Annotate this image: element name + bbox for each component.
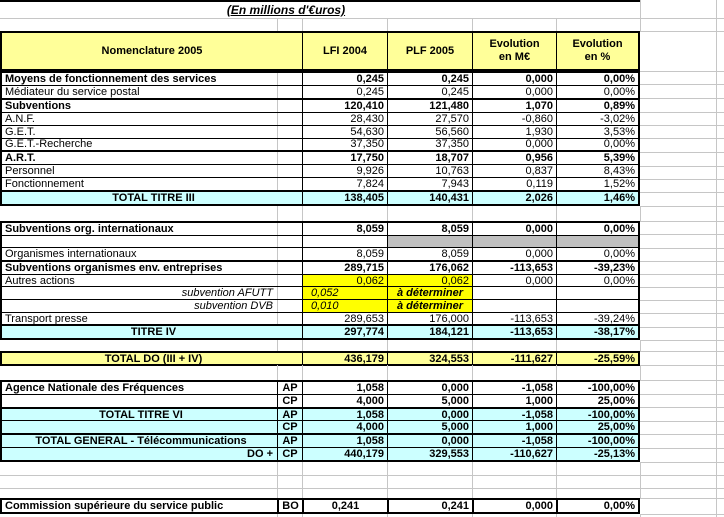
gridline [640, 274, 724, 275]
row-subcode[interactable] [277, 236, 302, 248]
gridline [0, 475, 724, 476]
value-cell[interactable]: 0,000 [387, 382, 472, 394]
value-cell[interactable] [472, 287, 556, 299]
gridline [640, 192, 724, 193]
gridline [640, 206, 641, 221]
header-evolution-pct-line1: Evolution [572, 38, 623, 50]
row-label[interactable]: subvention AFUTT [181, 287, 273, 300]
value-cell[interactable]: 18,707 [387, 152, 472, 164]
value-cell[interactable]: 2,026 [472, 192, 556, 204]
gridline [387, 462, 388, 498]
value-cell[interactable]: à déterminer [387, 287, 472, 299]
row-label[interactable]: A.N.F. [5, 112, 35, 125]
gridline [640, 0, 641, 18]
value-cell[interactable]: -38,17% [556, 326, 638, 338]
value-cell[interactable]: 138,405 [302, 192, 387, 204]
value-cell[interactable] [472, 300, 556, 312]
row-subcode[interactable] [277, 73, 302, 85]
value-cell[interactable]: 0,062 [302, 275, 387, 287]
gridline [640, 340, 641, 351]
gridline [302, 365, 303, 380]
value-cell[interactable]: 3,53% [556, 126, 638, 138]
gridline [387, 340, 388, 351]
row-label[interactable]: Fonctionnement [5, 178, 84, 191]
table-row [2, 433, 638, 447]
value-cell[interactable]: 0,245 [387, 73, 472, 85]
row-subcode[interactable] [277, 313, 302, 325]
row-subcode[interactable]: AP [277, 382, 303, 394]
gridline [640, 18, 641, 31]
value-cell[interactable]: 1,52% [556, 178, 638, 190]
value-cell[interactable] [556, 287, 638, 299]
gridline [640, 394, 724, 395]
row-label[interactable]: Organismes internationaux [5, 248, 137, 261]
gridline [277, 340, 278, 351]
gridline [640, 462, 724, 463]
gridline [302, 340, 303, 351]
value-cell[interactable]: 329,553 [387, 448, 472, 460]
row-subcode[interactable] [277, 275, 302, 287]
gridline [640, 313, 724, 314]
value-cell[interactable]: 56,560 [387, 126, 472, 138]
value-cell[interactable]: 297,774 [302, 326, 387, 338]
value-cell[interactable]: 0,000 [472, 275, 556, 287]
gridline [387, 365, 388, 380]
table-row [2, 223, 638, 235]
value-cell[interactable] [472, 236, 556, 248]
table-header [0, 31, 640, 71]
row-subcode[interactable]: AP [277, 409, 303, 421]
table-row [2, 85, 638, 98]
table-row [2, 177, 638, 190]
value-cell[interactable]: 0,000 [472, 223, 556, 235]
value-cell[interactable]: 0,241 [302, 500, 387, 512]
table-row [2, 73, 638, 85]
value-cell[interactable]: -1,058 [472, 435, 556, 447]
table-row [2, 382, 638, 394]
gridline [302, 18, 303, 31]
header-evolution-meuro[interactable] [472, 33, 556, 69]
value-cell[interactable]: 1,000 [472, 421, 556, 433]
header-evolution-meuro-line1: Evolution [489, 38, 540, 50]
header-evolution-pct-line2: en % [584, 51, 611, 63]
table-row [2, 286, 638, 299]
gridline [640, 138, 724, 139]
value-cell[interactable]: -100,00% [556, 435, 638, 447]
value-cell[interactable]: 0,00% [556, 139, 638, 151]
row-label[interactable]: DO + [247, 448, 273, 460]
row-subcode[interactable] [277, 113, 302, 125]
row-subcode[interactable]: CP [277, 421, 303, 433]
gridline [640, 71, 724, 72]
section-total_do [0, 351, 640, 366]
value-cell[interactable]: 176,000 [387, 313, 472, 325]
gridline [302, 206, 303, 221]
value-cell[interactable]: -1,058 [472, 409, 556, 421]
gridline [0, 18, 724, 19]
value-cell[interactable]: 1,46% [556, 192, 638, 204]
value-cell[interactable]: -1,058 [472, 382, 556, 394]
gridline [387, 18, 388, 31]
row-subcode[interactable] [277, 262, 302, 274]
gridline [472, 206, 473, 221]
value-cell[interactable]: 1,070 [472, 100, 556, 112]
row-label[interactable]: TOTAL TITRE III [112, 192, 195, 205]
row-subcode[interactable] [277, 165, 302, 177]
units-title[interactable]: (En millions d'€uros) [226, 3, 346, 17]
row-label[interactable]: Subventions org. internationaux [5, 223, 174, 235]
value-cell[interactable]: 8,059 [387, 223, 472, 235]
value-cell[interactable] [302, 236, 387, 248]
value-cell[interactable]: 0,245 [302, 86, 387, 98]
row-label[interactable]: TOTAL DO (III + IV) [104, 353, 203, 364]
header-lfi-2004[interactable]: LFI 2004 [302, 33, 387, 69]
value-cell[interactable]: -3,02% [556, 113, 638, 125]
row-subcode[interactable] [277, 86, 302, 98]
value-cell[interactable]: 289,653 [302, 313, 387, 325]
value-cell[interactable]: 1,058 [302, 435, 387, 447]
gridline [640, 248, 724, 249]
value-cell[interactable]: 0,062 [387, 275, 472, 287]
value-cell[interactable]: 0,00% [556, 73, 638, 85]
value-cell[interactable] [556, 300, 638, 312]
gridline [277, 18, 278, 31]
gridline [640, 206, 724, 207]
value-cell[interactable]: 8,059 [302, 223, 387, 235]
gridline [640, 152, 724, 153]
value-cell[interactable]: 440,179 [302, 448, 387, 460]
row-label[interactable] [2, 421, 277, 433]
header-evolution-meuro-line2: en M€ [498, 51, 531, 63]
value-cell[interactable]: 0,00% [556, 86, 638, 98]
row-subcode[interactable]: AP [277, 435, 303, 447]
value-cell[interactable]: 0,00% [556, 275, 638, 287]
gridline [640, 340, 724, 341]
value-cell[interactable]: 0,00% [556, 500, 638, 512]
row-subcode[interactable] [277, 152, 302, 164]
section-titre6 [0, 380, 640, 462]
gridline [640, 498, 724, 499]
value-cell[interactable] [387, 236, 472, 248]
row-label[interactable] [2, 395, 277, 407]
value-cell[interactable]: 28,430 [302, 113, 387, 125]
row-subcode[interactable] [277, 223, 302, 235]
row-subcode[interactable] [277, 100, 302, 112]
value-cell[interactable]: 0,052 [302, 287, 387, 299]
gridline [277, 206, 278, 221]
gridline [640, 261, 724, 262]
top-border-line [0, 0, 640, 2]
gridline [640, 166, 724, 167]
gridline [556, 206, 557, 221]
value-cell[interactable]: 1,000 [472, 395, 556, 407]
value-cell[interactable]: 0,00% [556, 248, 638, 260]
gridline [640, 365, 724, 366]
value-cell[interactable]: 0,956 [472, 152, 556, 164]
value-cell[interactable]: 0,000 [387, 435, 472, 447]
section-commission [0, 498, 640, 514]
value-cell[interactable]: 436,179 [302, 353, 387, 364]
gridline [0, 488, 724, 489]
value-cell[interactable]: 140,431 [387, 192, 472, 204]
value-cell[interactable]: 120,410 [302, 100, 387, 112]
row-label[interactable]: Subventions [5, 99, 72, 112]
value-cell[interactable]: -25,13% [556, 448, 638, 460]
value-cell[interactable]: à déterminer [387, 300, 472, 312]
value-cell[interactable]: 10,763 [387, 165, 472, 177]
row-subcode[interactable] [277, 300, 302, 312]
header-evolution-pct[interactable] [556, 33, 638, 69]
table-row [2, 353, 638, 364]
value-cell[interactable]: 0,241 [387, 500, 472, 512]
gridline [640, 84, 724, 85]
value-cell[interactable]: 37,350 [387, 139, 472, 151]
value-cell[interactable]: 0,000 [472, 139, 556, 151]
gridline [640, 125, 724, 126]
row-label[interactable]: TOTAL TITRE VI [99, 408, 183, 421]
value-cell[interactable]: 0,000 [472, 500, 556, 512]
row-subcode[interactable] [277, 126, 302, 138]
table-row [2, 407, 638, 421]
value-cell[interactable]: 324,553 [387, 353, 472, 364]
value-cell[interactable]: 1,058 [302, 409, 387, 421]
row-subcode[interactable] [277, 178, 302, 190]
value-cell[interactable]: 5,000 [387, 395, 472, 407]
value-cell[interactable]: 37,350 [302, 139, 387, 151]
value-cell[interactable]: -113,653 [472, 326, 556, 338]
gridline [277, 365, 278, 380]
value-cell[interactable]: 121,480 [387, 100, 472, 112]
table-row [2, 190, 638, 204]
gridline [640, 234, 724, 235]
table-row [2, 324, 638, 338]
value-cell[interactable]: -111,627 [472, 353, 556, 364]
table-row [2, 299, 638, 312]
value-cell[interactable]: 8,059 [302, 248, 387, 260]
gridline [716, 0, 717, 517]
gridline [640, 179, 724, 180]
gridline [640, 351, 724, 352]
value-cell[interactable]: 0,000 [387, 409, 472, 421]
value-cell[interactable]: -25,59% [556, 353, 638, 364]
value-cell[interactable]: 25,00% [556, 395, 638, 407]
value-cell[interactable]: -39,24% [556, 313, 638, 325]
section-titre4 [0, 221, 640, 340]
row-label[interactable]: A.R.T. [5, 152, 36, 165]
header-plf-2005[interactable]: PLF 2005 [387, 33, 472, 69]
row-label[interactable]: subvention DVB [194, 300, 273, 312]
gridline [472, 365, 473, 380]
value-cell[interactable]: 0,119 [472, 178, 556, 190]
value-cell[interactable]: 9,926 [302, 165, 387, 177]
gridline [640, 380, 724, 381]
row-subcode[interactable]: CP [277, 448, 303, 460]
row-label[interactable]: TOTAL GENERAL - Télécommunications [35, 435, 247, 448]
gridline [277, 462, 278, 498]
gridline [302, 462, 303, 498]
gridline [472, 340, 473, 351]
value-cell[interactable] [556, 236, 638, 248]
table-row [2, 274, 638, 287]
value-cell[interactable]: -100,00% [556, 409, 638, 421]
gridline [640, 98, 724, 99]
gridline [640, 300, 724, 301]
gridline [640, 287, 724, 288]
value-cell[interactable]: 0,010 [302, 300, 387, 312]
gridline [640, 434, 724, 435]
table-row [2, 138, 638, 151]
table-row [2, 150, 638, 164]
value-cell[interactable]: -113,653 [472, 313, 556, 325]
row-label[interactable] [2, 236, 277, 248]
row-label[interactable]: Médiateur du service postal [5, 85, 140, 98]
table-row [2, 164, 638, 177]
row-label[interactable]: Subventions organismes env. entreprises [5, 262, 223, 274]
header-nomenclature[interactable]: Nomenclature 2005 [101, 44, 203, 57]
table-row [2, 394, 638, 407]
row-label[interactable]: Transport presse [5, 312, 88, 325]
row-label[interactable]: TITRE IV [130, 326, 177, 339]
row-subcode[interactable]: BO [277, 500, 304, 512]
value-cell[interactable]: 289,715 [302, 262, 387, 274]
gridline [472, 462, 473, 498]
value-cell[interactable]: 4,000 [302, 421, 387, 433]
row-subcode[interactable] [277, 287, 302, 299]
value-cell[interactable]: 1,930 [472, 126, 556, 138]
value-cell[interactable]: 1,058 [302, 382, 387, 394]
table-row [2, 112, 638, 125]
table-row [2, 260, 638, 274]
value-cell[interactable]: 27,570 [387, 113, 472, 125]
value-cell[interactable]: 8,059 [387, 248, 472, 260]
table-row [2, 235, 638, 248]
value-cell[interactable]: 0,245 [387, 86, 472, 98]
gridline [556, 18, 557, 31]
section-titre3 [0, 71, 640, 206]
value-cell[interactable]: 7,943 [387, 178, 472, 190]
table-row [2, 312, 638, 325]
value-cell[interactable]: 0,837 [472, 165, 556, 177]
gridline [640, 365, 641, 380]
row-subcode[interactable]: CP [277, 395, 303, 407]
gridline [640, 221, 724, 222]
value-cell[interactable]: 5,000 [387, 421, 472, 433]
value-cell[interactable]: -100,00% [556, 382, 638, 394]
gridline [556, 340, 557, 351]
row-subcode[interactable] [277, 139, 302, 151]
row-label[interactable]: Autres actions [5, 274, 75, 287]
row-label[interactable]: G.E.T. [5, 125, 36, 138]
value-cell[interactable]: 5,39% [556, 152, 638, 164]
value-cell[interactable]: 184,121 [387, 326, 472, 338]
row-label[interactable]: Personnel [5, 165, 55, 178]
value-cell[interactable]: 0,00% [556, 223, 638, 235]
value-cell[interactable]: 17,750 [302, 152, 387, 164]
gridline [640, 462, 641, 498]
value-cell[interactable]: 0,89% [556, 100, 638, 112]
value-cell[interactable]: -113,653 [472, 262, 556, 274]
value-cell[interactable]: 25,00% [556, 421, 638, 433]
gridline [640, 448, 724, 449]
gridline [640, 514, 724, 515]
table-row [2, 125, 638, 138]
row-label[interactable]: Moyens de fonctionnement des services [5, 73, 217, 85]
gridline [556, 365, 557, 380]
gridline [472, 18, 473, 31]
table-row [2, 500, 638, 512]
gridline [640, 112, 724, 113]
table-row [2, 247, 638, 260]
gridline [640, 31, 724, 32]
value-cell[interactable]: 4,000 [302, 395, 387, 407]
value-cell[interactable]: 0,245 [302, 73, 387, 85]
gridline [640, 421, 724, 422]
value-cell[interactable]: 176,062 [387, 262, 472, 274]
row-label[interactable]: Commission supérieure du service public [5, 500, 224, 512]
value-cell[interactable]: -0,860 [472, 113, 556, 125]
row-subcode[interactable] [277, 248, 302, 260]
value-cell[interactable]: 8,43% [556, 165, 638, 177]
gridline [387, 206, 388, 221]
table-row [2, 447, 638, 460]
value-cell[interactable]: 7,824 [302, 178, 387, 190]
value-cell[interactable]: -39,23% [556, 262, 638, 274]
row-label[interactable]: G.E.T.-Recherche [5, 138, 93, 151]
value-cell[interactable]: 54,630 [302, 126, 387, 138]
value-cell[interactable]: 0,000 [472, 248, 556, 260]
gridline [556, 462, 557, 498]
gridline [640, 407, 724, 408]
table-row [2, 98, 638, 112]
row-label[interactable]: Agence Nationale des Fréquences [5, 382, 185, 394]
value-cell[interactable]: 0,000 [472, 86, 556, 98]
table-row [2, 420, 638, 433]
gridline [640, 327, 724, 328]
value-cell[interactable]: -110,627 [472, 448, 556, 460]
value-cell[interactable]: 0,000 [472, 73, 556, 85]
